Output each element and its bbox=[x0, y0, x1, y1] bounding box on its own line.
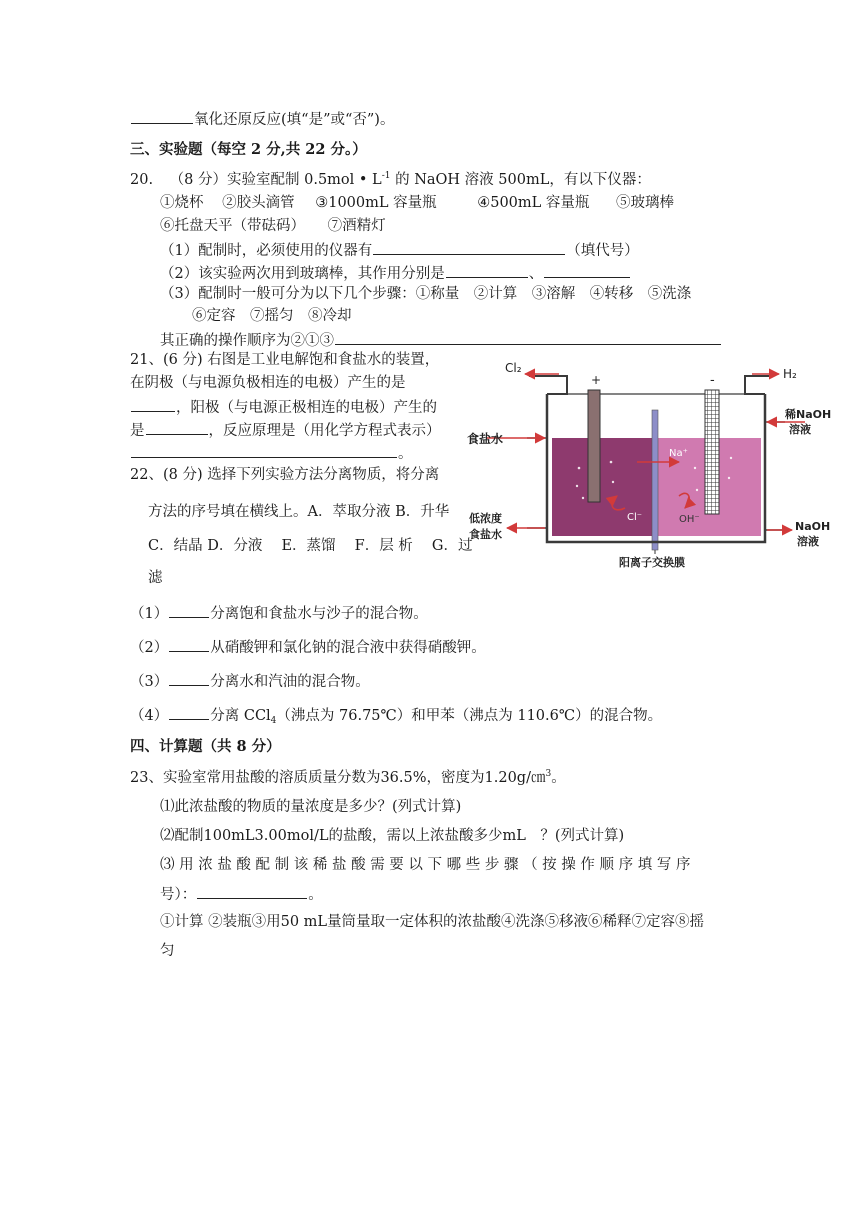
q22-line-3: C．结晶 D．分液 E．蒸馏 F．层 析 G．过 bbox=[148, 538, 473, 554]
q22-line-2: 方法的序号填在横线上。A．萃取分液 B．升华 bbox=[148, 504, 450, 520]
question-number: 20. bbox=[130, 172, 154, 188]
question-text: 是 bbox=[130, 423, 145, 439]
question-text: 23、实验室常用盐酸的溶质质量分数为36.5%，密度为1.20g/㎝ bbox=[130, 770, 546, 786]
q22-item-4 bbox=[130, 704, 662, 728]
item-text: 从硝酸钾和氯化钠的混合液中获得硝酸钾。 bbox=[210, 640, 486, 656]
answer-blank-line bbox=[130, 108, 394, 130]
item-text: 分离水和汽油的混合物。 bbox=[210, 674, 370, 690]
q22-item-3 bbox=[130, 670, 370, 692]
answer-blank[interactable] bbox=[169, 636, 209, 652]
low-brine-label-2: 食盐水 bbox=[469, 528, 502, 541]
answer-blank[interactable] bbox=[131, 108, 193, 124]
answer-blank[interactable] bbox=[544, 262, 630, 278]
answer-blank[interactable] bbox=[131, 442, 397, 458]
item-text: 分离 CCl bbox=[210, 708, 271, 724]
item-number: （3） bbox=[130, 674, 169, 690]
naoh-out-label-2: 溶液 bbox=[797, 535, 819, 548]
instrument-item: ⑥托盘天平（带砝码） bbox=[160, 218, 305, 234]
q21-line-4 bbox=[130, 419, 441, 441]
q22-item-2 bbox=[130, 636, 486, 658]
q23-steps: ①计算 ②装瓶③用50 mL量筒量取一定体积的浓盐酸④洗涤⑤移液⑥稀释⑦定容⑧摇 bbox=[160, 914, 705, 930]
punctuation: 。 bbox=[551, 770, 566, 786]
h2-label: H₂ bbox=[783, 367, 797, 381]
q20-stem-text: （8 分）实验室配制 0.5mol • L bbox=[169, 172, 382, 188]
q22-item-1 bbox=[130, 602, 428, 624]
answer-blank[interactable] bbox=[373, 239, 565, 255]
q21-line-3 bbox=[130, 396, 437, 418]
q23-steps-cont: 匀 bbox=[160, 943, 175, 959]
plus-sign: + bbox=[591, 373, 602, 387]
instrument-item: ②胶头滴管 bbox=[222, 195, 295, 211]
cl2-label: Cl₂ bbox=[505, 361, 522, 375]
answer-blank[interactable] bbox=[169, 704, 209, 720]
q22-line-4: 滤 bbox=[148, 570, 163, 586]
answer-blank[interactable] bbox=[197, 883, 307, 899]
subscript: 4 bbox=[270, 716, 277, 726]
answer-blank[interactable] bbox=[169, 670, 209, 686]
instrument-item: ⑤玻璃棒 bbox=[616, 195, 674, 211]
oh-ion-label: OH⁻ bbox=[679, 514, 700, 525]
item-text: （沸点为 76.75℃）和甲苯（沸点为 110.6℃）的混合物。 bbox=[276, 708, 663, 724]
q20-stem-text-2: 的 NaOH 溶液 500mL，有以下仪器： bbox=[390, 172, 651, 188]
answer-blank[interactable] bbox=[131, 396, 175, 412]
part-text: （1）配制时，必须使用的仪器有 bbox=[160, 243, 373, 259]
q20-part-1 bbox=[160, 239, 639, 261]
cathode-electrode bbox=[705, 390, 719, 514]
anode-electrode bbox=[588, 390, 600, 502]
q20-part-3: （3）配制时一般可分为以下几个步骤：①称量 ②计算 ③溶解 ④转移 ⑤洗涤 bbox=[160, 286, 692, 302]
q20-order bbox=[160, 329, 722, 351]
answer-blank[interactable] bbox=[335, 329, 721, 345]
punctuation: 。 bbox=[308, 887, 323, 903]
answer-blank[interactable] bbox=[446, 262, 528, 278]
electrolysis-diagram bbox=[467, 350, 839, 572]
answer-blank[interactable] bbox=[146, 419, 208, 435]
q23-sub-3: ⑶ 用 浓 盐 酸 配 制 该 稀 盐 酸 需 要 以 下 哪 些 步 骤 （ 按 操 作 顺 序 填 写 序 bbox=[160, 857, 691, 873]
punctuation: 。 bbox=[398, 446, 413, 462]
low-brine-label-1: 低浓度 bbox=[469, 512, 502, 525]
item-text: 分离饱和食盐水与沙子的混合物。 bbox=[210, 606, 428, 622]
instrument-item: ①烧杯 bbox=[160, 195, 204, 211]
question-text: ，反应原理是（用化学方程式表示） bbox=[208, 423, 441, 439]
q21-line-2: 在阴极（与电源负极相连的电极）产生的是 bbox=[130, 375, 406, 391]
q21-line-5 bbox=[130, 442, 413, 464]
q23-sub-3-cont bbox=[160, 883, 323, 905]
q23-sub-2: ⑵配制100mL3.00mol/L的盐酸，需以上浓盐酸多少mL ？(列式计算) bbox=[160, 828, 625, 844]
question-text: ，阳极（与电源正极相连的电极）产生的 bbox=[176, 400, 437, 416]
section-4-title: 四、计算题（共 8 分） bbox=[130, 738, 281, 755]
item-number: （1） bbox=[130, 606, 169, 622]
superscript: 3 bbox=[545, 769, 552, 779]
naoh-out-label-1: NaOH bbox=[795, 520, 831, 533]
section-3-title: 三、实验题（每空 2 分,共 22 分。） bbox=[130, 141, 367, 158]
q20-stem bbox=[130, 170, 651, 192]
dilute-naoh-label-2: 溶液 bbox=[789, 423, 811, 436]
na-ion-label: Na⁺ bbox=[669, 448, 688, 459]
instrument-item: ⑦酒精灯 bbox=[327, 218, 386, 234]
q23-stem bbox=[130, 768, 566, 790]
dilute-naoh-label-1: 稀NaOH bbox=[785, 408, 832, 421]
electrolysis-svg bbox=[467, 350, 839, 572]
separator: 、 bbox=[528, 266, 544, 282]
question-text: 号）： bbox=[160, 887, 197, 903]
q23-sub-1: ⑴此浓盐酸的物质的量浓度是多少？(列式计算) bbox=[160, 799, 462, 815]
superscript: -1 bbox=[381, 171, 391, 181]
q20-part-3-cont: ⑥定容 ⑦摇匀 ⑧冷却 bbox=[192, 308, 352, 324]
q20-instruments-row-1 bbox=[160, 193, 674, 213]
cl-ion-label: Cl⁻ bbox=[627, 512, 643, 523]
item-number: （4） bbox=[130, 708, 169, 724]
brine-in-label: 食盐水 bbox=[467, 432, 504, 446]
part-text: （2）该实验两次用到玻璃棒，其作用分别是 bbox=[160, 266, 445, 282]
q22-line-1: 22、(8 分) 选择下列实验方法分离物质，将分离 bbox=[130, 467, 440, 483]
cation-exchange-membrane bbox=[652, 410, 658, 550]
membrane-label: 阳离子交换膜 bbox=[619, 556, 685, 569]
question-text: 氧化还原反应(填“是”或“否”)。 bbox=[194, 112, 395, 128]
q21-line-1: 21、(6 分) 右图是工业电解饱和食盐水的装置， bbox=[130, 352, 440, 368]
minus-sign: - bbox=[710, 373, 715, 388]
item-number: （2） bbox=[130, 640, 169, 656]
q20-part-2 bbox=[160, 262, 631, 284]
q20-instruments-row-2 bbox=[160, 216, 386, 236]
instrument-item: ④500mL 容量瓶 bbox=[477, 195, 590, 211]
part-text: （填代号） bbox=[566, 243, 639, 259]
instrument-item: ③1000mL 容量瓶 bbox=[315, 195, 437, 211]
answer-blank[interactable] bbox=[169, 602, 209, 618]
part-text: 其正确的操作顺序为②①③ bbox=[160, 333, 334, 349]
